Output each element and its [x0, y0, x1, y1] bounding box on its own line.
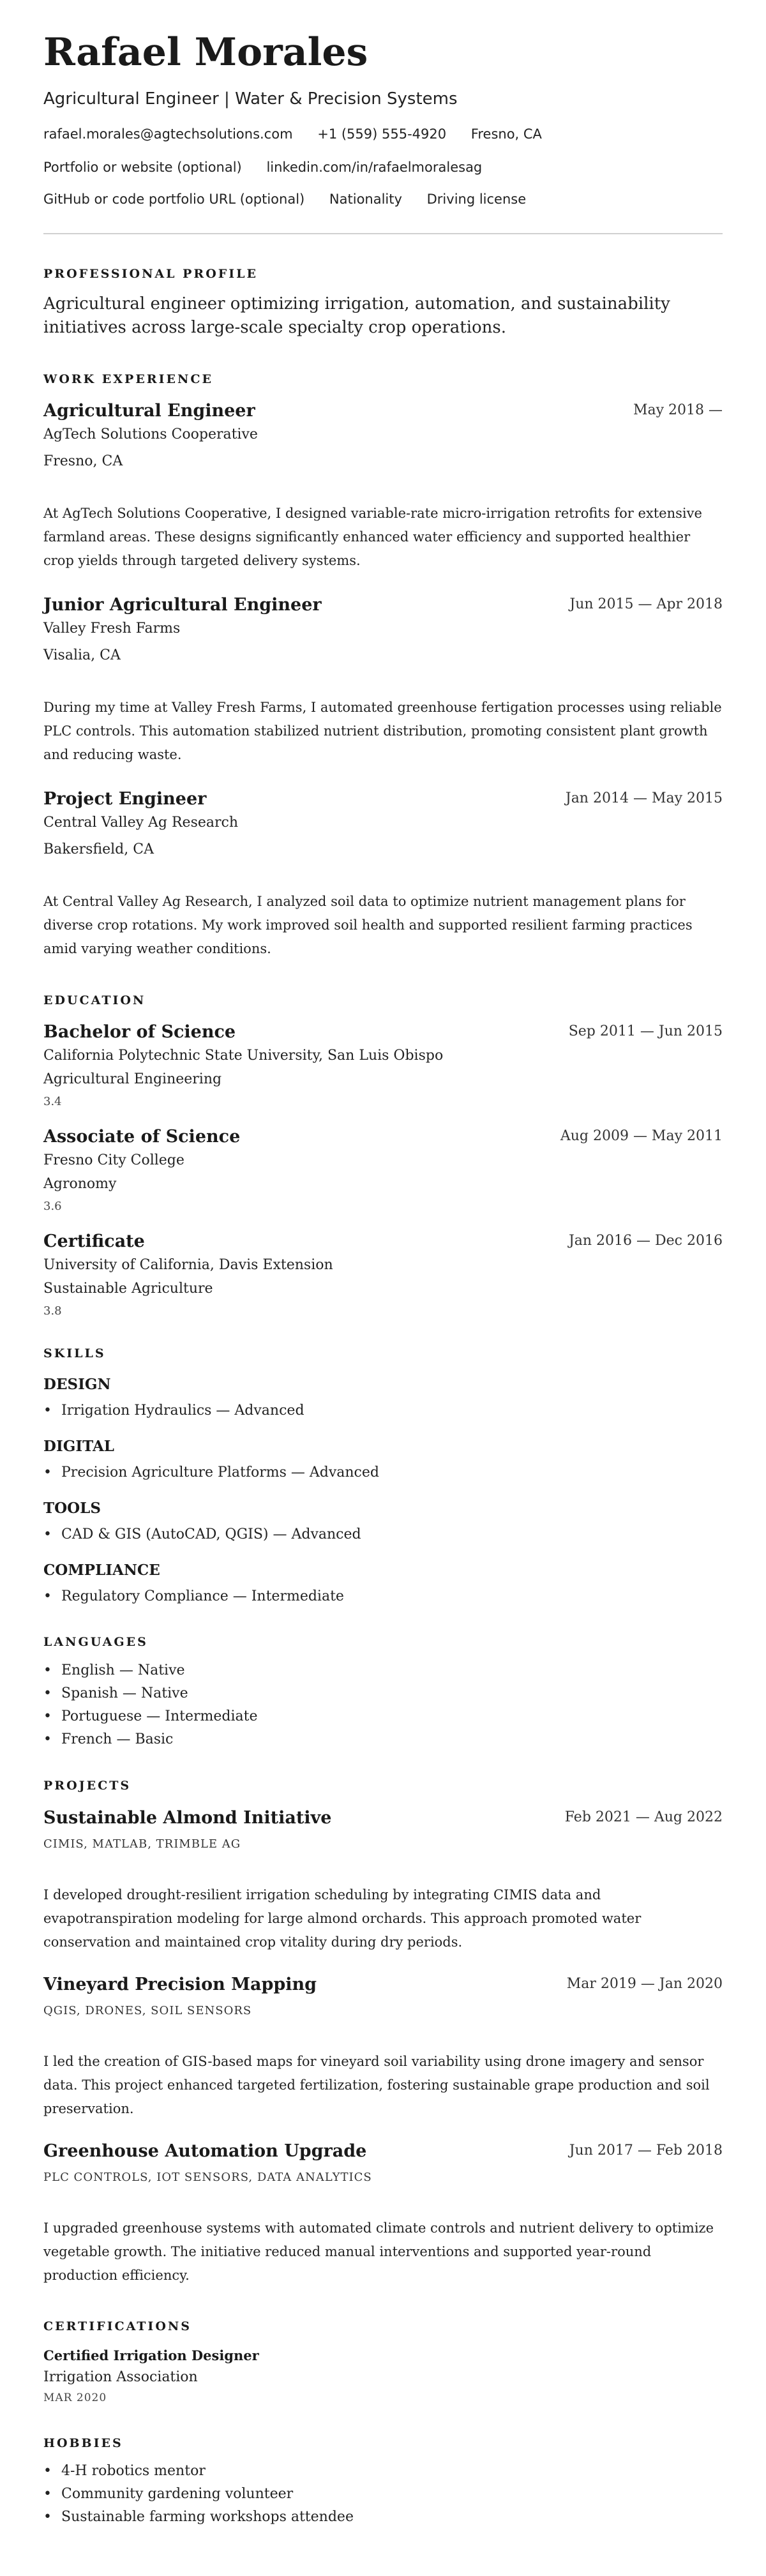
project-description: I led the creation of GIS-based maps for vineyard soil variability using drone imagery and sensor data. This project enhanced targeted fertilization, fostering sustainable grape production and soil preservation.: [43, 2054, 710, 2116]
degree-date: Jan 2016 — Dec 2016: [568, 1233, 723, 1249]
project-tags: PLC CONTROLS, IOT SENSORS, DATA ANALYTICS: [43, 2171, 372, 2184]
project-date: Feb 2021 — Aug 2022: [564, 1809, 723, 1825]
section-heading-hobbies: HOBBIES: [43, 2436, 123, 2450]
phone-text: +1 (559) 555-4920: [317, 126, 447, 142]
section-heading-education: EDUCATION: [43, 993, 146, 1007]
section-heading-projects: PROJECTS: [43, 1779, 131, 1793]
job-date: Jun 2015 — Apr 2018: [569, 596, 723, 612]
job-location: Bakersfield, CA: [43, 841, 154, 857]
certification-date: MAR 2020: [43, 2391, 107, 2404]
job-location: Fresno, CA: [43, 453, 123, 469]
gpa-value: 3.8: [43, 1304, 62, 1318]
section-heading-certifications: CERTIFICATIONS: [43, 2319, 192, 2333]
job-date: May 2018 —: [633, 402, 723, 418]
degree-title: Certificate: [43, 1232, 145, 1251]
contact-row-1: [43, 126, 562, 142]
skill-item: • Irrigation Hydraulics — Advanced: [61, 1403, 304, 1419]
degree-title: Associate of Science: [43, 1127, 241, 1147]
skill-group-name: TOOLS: [43, 1500, 101, 1517]
job-title: Junior Agricultural Engineer: [43, 595, 322, 615]
language-item: • English — Native: [61, 1662, 185, 1678]
candidate-name: Rafael Morales: [43, 30, 368, 75]
certification-issuer: Irrigation Association: [43, 2369, 198, 2385]
job-title: Agricultural Engineer: [43, 401, 255, 421]
certification-title: Certified Irrigation Designer: [43, 2347, 259, 2363]
language-item: • Portuguese — Intermediate: [61, 1708, 257, 1724]
contact-row-3: [43, 192, 546, 207]
gpa-value: 3.4: [43, 1095, 62, 1108]
job-organization: AgTech Solutions Cooperative: [43, 426, 258, 442]
skill-item: • Regulatory Compliance — Intermediate: [61, 1588, 344, 1604]
license-text: Driving license: [426, 192, 527, 207]
location-text: Fresno, CA: [470, 126, 542, 142]
portfolio-link[interactable]: Portfolio or website (optional): [43, 160, 242, 175]
project-description: I upgraded greenhouse systems with automated climate controls and nutrient delivery to optimize vegetable growth. The initiative reduced manual interventions and supported year-round production efficiency.: [43, 2220, 714, 2283]
hobby-item: • Community gardening volunteer: [61, 2486, 293, 2502]
school-name: Fresno City College: [43, 1152, 184, 1168]
skill-item: • Precision Agriculture Platforms — Advanced: [61, 1465, 379, 1480]
job-organization: Central Valley Ag Research: [43, 815, 239, 831]
skill-group-name: DIGITAL: [43, 1438, 114, 1455]
project-description: I developed drought-resilient irrigation scheduling by integrating CIMIS data and evapotranspiration modeling for large almond orchards. This approach promoted water conservation and maintained crop vitality during dry periods.: [43, 1887, 642, 1950]
field-of-study: Agronomy: [43, 1176, 117, 1192]
job-description: During my time at Valley Fresh Farms, I automated greenhouse fertigation processes using reliable PLC controls. This automation stabilized nutrient distribution, promoting consistent plant growth and reducing waste.: [43, 700, 722, 762]
section-heading-profile: PROFESSIONAL PROFILE: [43, 267, 258, 281]
project-title: Greenhouse Automation Upgrade: [43, 2141, 367, 2161]
job-description: At Central Valley Ag Research, I analyzed soil data to optimize nutrient management plans for diverse crop rotations. My work improved soil health and supported resilient farming practices amid varying weather conditions.: [43, 894, 693, 956]
section-heading-work: WORK EXPERIENCE: [43, 372, 213, 386]
skill-item: • CAD & GIS (AutoCAD, QGIS) — Advanced: [61, 1526, 361, 1542]
field-of-study: Agricultural Engineering: [43, 1071, 222, 1087]
candidate-subtitle: Agricultural Engineer | Water & Precision Systems: [43, 89, 458, 109]
job-title: Project Engineer: [43, 789, 207, 809]
job-description: At AgTech Solutions Cooperative, I designed variable-rate micro-irrigation retrofits for extensive farmland areas. These designs significantly enhanced water efficiency and supported healthier crop yields through targeted delivery systems.: [43, 506, 702, 568]
language-item: • French — Basic: [61, 1731, 173, 1747]
skill-group-name: COMPLIANCE: [43, 1562, 160, 1579]
project-tags: CIMIS, MATLAB, TRIMBLE AG: [43, 1837, 241, 1851]
job-date: Jan 2014 — May 2015: [565, 790, 723, 806]
school-name: University of California, Davis Extension: [43, 1257, 333, 1273]
field-of-study: Sustainable Agriculture: [43, 1281, 213, 1297]
header-divider: [43, 233, 723, 234]
nationality-text: Nationality: [329, 192, 402, 207]
degree-date: Aug 2009 — May 2011: [560, 1128, 723, 1144]
hobby-item: • 4-H robotics mentor: [61, 2463, 206, 2479]
section-heading-skills: SKILLS: [43, 1346, 106, 1360]
project-date: Mar 2019 — Jan 2020: [566, 1976, 723, 1992]
skill-group-name: DESIGN: [43, 1376, 111, 1393]
email-link[interactable]: rafael.morales@agtechsolutions.com: [43, 126, 293, 142]
section-heading-languages: LANGUAGES: [43, 1635, 148, 1649]
job-organization: Valley Fresh Farms: [43, 621, 181, 636]
degree-date: Sep 2011 — Jun 2015: [568, 1023, 723, 1039]
linkedin-link[interactable]: linkedin.com/in/rafaelmoralesag: [266, 160, 483, 175]
github-link[interactable]: GitHub or code portfolio URL (optional): [43, 192, 305, 207]
hobby-item: • Sustainable farming workshops attendee: [61, 2509, 354, 2525]
job-location: Visalia, CA: [43, 647, 121, 663]
gpa-value: 3.6: [43, 1200, 62, 1213]
language-item: • Spanish — Native: [61, 1685, 188, 1701]
project-tags: QGIS, DRONES, SOIL SENSORS: [43, 2004, 252, 2017]
degree-title: Bachelor of Science: [43, 1022, 236, 1042]
school-name: California Polytechnic State University, San Luis Obispo: [43, 1048, 444, 1064]
project-title: Sustainable Almond Initiative: [43, 1808, 332, 1828]
profile-summary: Agricultural engineer optimizing irrigation, automation, and sustainability initiatives across large-scale specialty crop operations.: [43, 294, 670, 337]
contact-row-2: [43, 160, 502, 175]
project-date: Jun 2017 — Feb 2018: [569, 2143, 723, 2158]
project-title: Vineyard Precision Mapping: [43, 1975, 317, 1994]
